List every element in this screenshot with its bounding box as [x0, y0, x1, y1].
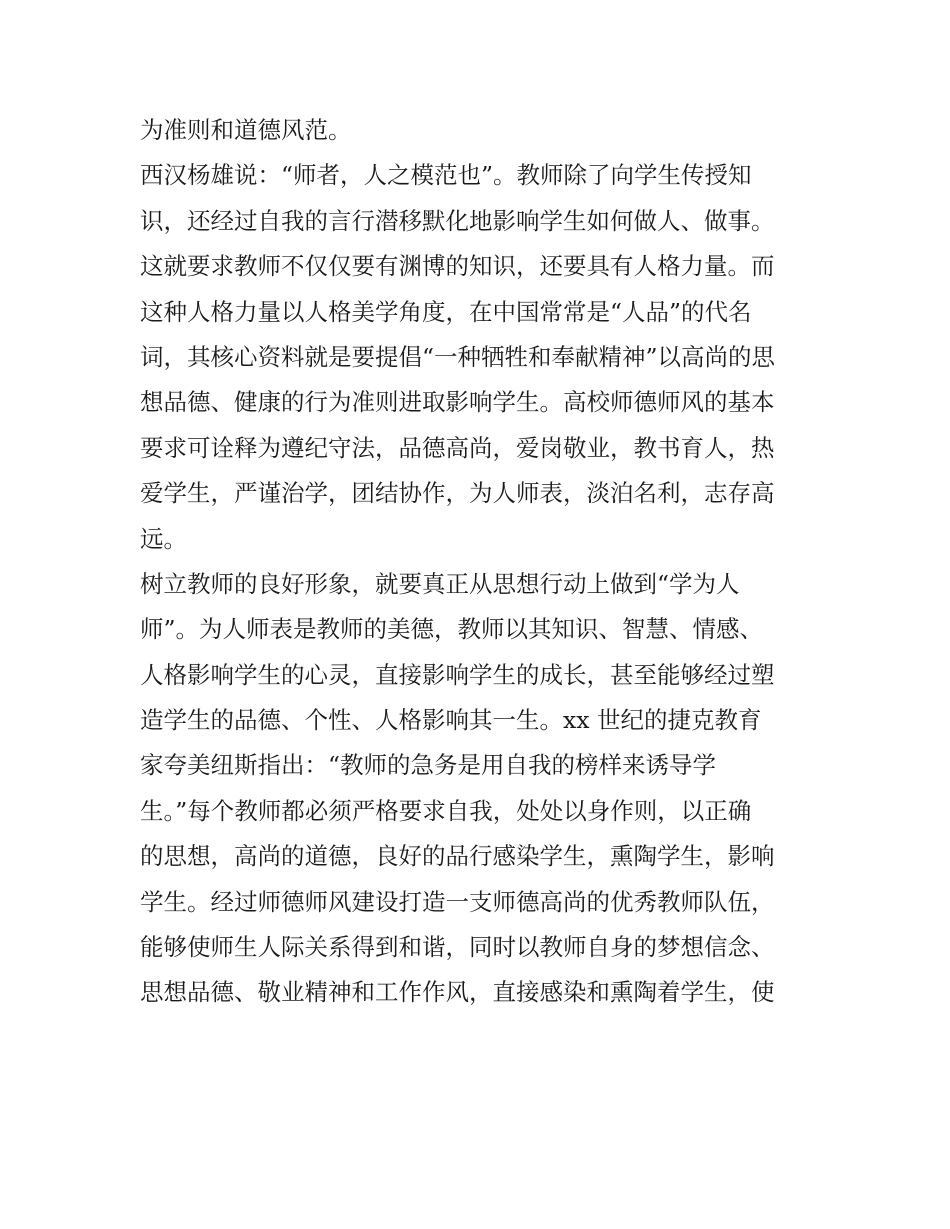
text-line: 师”。为人师表是教师的美德，教师以其知识、智慧、情感、 [140, 615, 764, 644]
text-line: 家夸美纽斯指出：“教师的急务是用自我的榜样来诱导学 [140, 751, 717, 780]
document-body [140, 108, 820, 1016]
text-line: 造学生的品德、个性、人格影响其一生。xx 世纪的捷克教育 [140, 706, 762, 735]
text-line: 思想品德、敬业精神和工作作风，直接感染和熏陶着学生，使 [140, 978, 775, 1007]
text-line: 树立教师的良好形象，就要真正从思想行动上做到“学为人 [140, 569, 740, 598]
text-line: 识，还经过自我的言行潜移默化地影响学生如何做人、做事。 [140, 206, 775, 235]
text-line: 人格影响学生的心灵，直接影响学生的成长，甚至能够经过塑 [140, 660, 775, 689]
text-line: 要求可诠释为遵纪守法，品德高尚，爱岗敬业，教书育人，热 [140, 433, 775, 462]
text-line: 词，其核心资料就是要提倡“一种牺牲和奉献精神”以高尚的思 [140, 342, 776, 371]
text-line: 能够使师生人际关系得到和谐，同时以教师自身的梦想信念、 [140, 933, 775, 962]
text-line: 爱学生，严谨治学，团结协作，为人师表，淡泊名利，志存高 [140, 479, 775, 508]
text-line: 为准则和道德风范。 [140, 116, 352, 144]
text-line: 西汉杨雄说：“师者，人之模范也”。教师除了向学生传授知 [140, 161, 752, 190]
text-line: 这种人格力量以人格美学角度，在中国常常是“人品”的代名 [140, 297, 752, 326]
text-line: 生。”每个教师都必须严格要求自我，处处以身作则，以正确 [140, 796, 752, 825]
text-line: 想品德、健康的行为准则进取影响学生。高校师德师风的基本 [140, 388, 775, 417]
text-line: 远。 [140, 524, 187, 553]
text-line: 学生。经过师德师风建设打造一支师德高尚的优秀教师队伍， [140, 887, 775, 916]
text-line: 这就要求教师不仅仅要有渊博的知识，还要具有人格力量。而 [140, 252, 775, 281]
text-line: 的思想，高尚的道德，良好的品行感染学生，熏陶学生，影响 [140, 842, 775, 871]
